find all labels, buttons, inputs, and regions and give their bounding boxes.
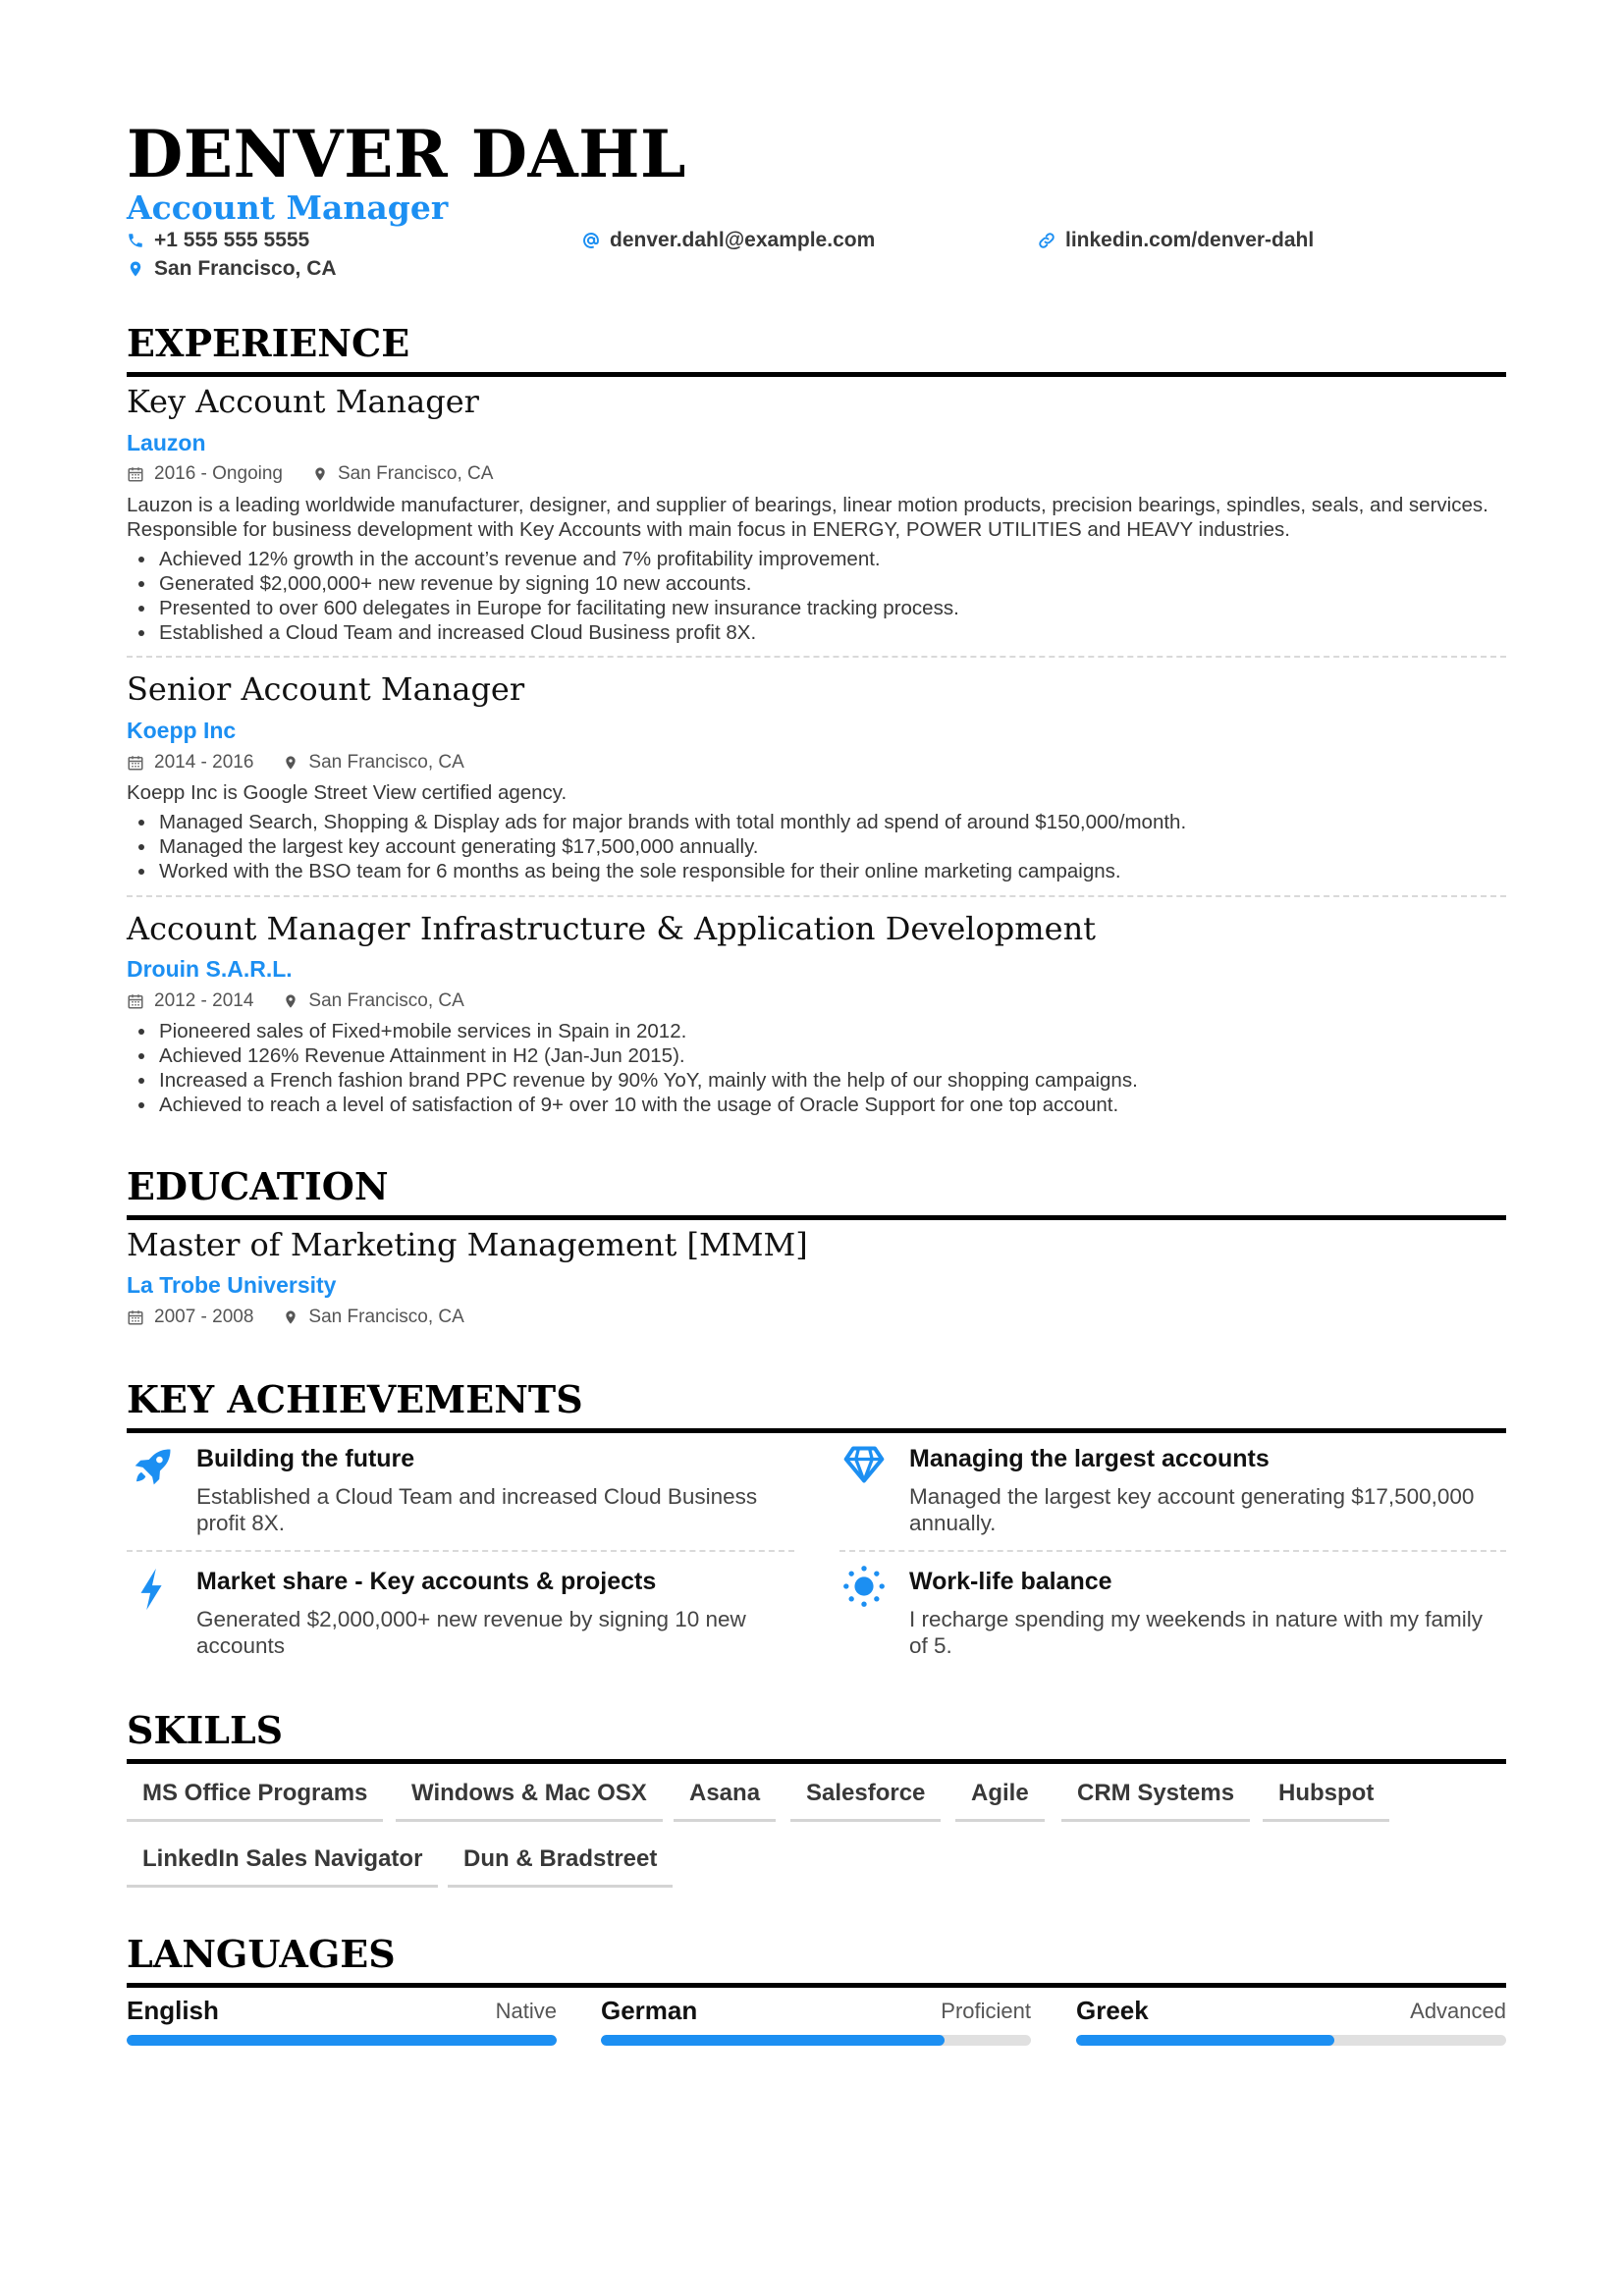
bullet-item: • Achieved to reach a level of satisfaction of 9+ over 10 with the usage of Oracle Support for one top account. — [157, 1093, 1512, 1117]
language-bar — [1076, 2035, 1506, 2046]
divider — [839, 1550, 1506, 1552]
skill-tag: Salesforce — [790, 1777, 941, 1822]
achievement-title: Work-life balance — [909, 1568, 1112, 1595]
diamond-icon — [841, 1443, 887, 1486]
company-name: Koepp Inc — [127, 718, 237, 743]
job-dates: 2014 - 2016 — [154, 752, 254, 773]
section-heading-languages: LANGUAGES — [127, 1930, 1506, 1988]
rocket-icon — [132, 1445, 175, 1488]
job-bullets — [127, 1019, 1512, 1117]
job-meta — [127, 750, 494, 775]
degree-title: Master of Marketing Management [MMM] — [127, 1226, 808, 1263]
bullet-item: • Achieved 126% Revenue Attainment in H2 (Jan-Jun 2015). — [157, 1043, 1512, 1068]
at-icon — [582, 232, 600, 249]
section-heading-education: EDUCATION — [127, 1162, 1506, 1220]
bullet-item: • Worked with the BSO team for 6 months as being the sole responsible for their online marketing campaigns. — [157, 859, 1512, 883]
language-bar-fill — [127, 2035, 557, 2046]
job-title: Key Account Manager — [127, 383, 479, 420]
candidate-role: Account Manager — [127, 188, 449, 227]
section-heading-skills: SKILLS — [127, 1706, 1506, 1764]
calendar-icon — [127, 754, 144, 772]
language-bar — [601, 2035, 1031, 2046]
job-dates: 2016 - Ongoing — [154, 463, 283, 484]
achievement-title: Market share - Key accounts & projects — [196, 1568, 657, 1595]
divider — [127, 656, 1506, 658]
job-meta — [127, 461, 522, 487]
section-heading-achievements: KEY ACHIEVEMENTS — [127, 1375, 1506, 1433]
calendar-icon — [127, 992, 144, 1010]
map-pin-icon — [127, 260, 144, 278]
skill-tag: Agile — [955, 1777, 1045, 1822]
lightning-icon — [135, 1567, 169, 1612]
calendar-icon — [127, 465, 144, 483]
achievement-desc: Established a Cloud Team and increased Cloud Business profit 8X. — [196, 1484, 758, 1535]
achievement-title: Building the future — [196, 1445, 415, 1472]
job-location: San Francisco, CA — [308, 990, 464, 1011]
divider — [127, 1550, 794, 1552]
job-location: San Francisco, CA — [308, 752, 464, 773]
bullet-item: • Presented to over 600 delegates in Europe for facilitating new insurance tracking process. — [157, 596, 1512, 620]
education-location: San Francisco, CA — [308, 1307, 464, 1327]
map-pin-icon — [283, 1308, 298, 1326]
email-text: denver.dahl@example.com — [610, 229, 876, 251]
achievement-desc: Generated $2,000,000+ new revenue by signing 10 new accounts — [196, 1607, 746, 1658]
language-bar-fill — [1076, 2035, 1334, 2046]
job-title: Account Manager Infrastructure & Application Development — [127, 910, 1097, 947]
achievement-desc: Managed the largest key account generating $17,500,000 annually. — [909, 1484, 1475, 1535]
job-dates: 2012 - 2014 — [154, 990, 254, 1011]
divider — [127, 895, 1506, 897]
bullet-item: • Increased a French fashion brand PPC revenue by 90% YoY, mainly with the help of our shopping campaigns. — [157, 1068, 1512, 1093]
job-description: Koepp Inc is Google Street View certified agency. — [127, 781, 568, 804]
skill-tag: Dun & Bradstreet — [448, 1842, 673, 1888]
education-meta — [127, 1305, 494, 1330]
language-name: German — [601, 1996, 698, 2025]
job-meta — [127, 988, 494, 1014]
linkedin-text: linkedin.com/denver-dahl — [1065, 229, 1315, 251]
section-heading-experience: EXPERIENCE — [127, 319, 1506, 377]
map-pin-icon — [312, 465, 328, 483]
company-name: Drouin S.A.R.L. — [127, 956, 293, 982]
school-name: La Trobe University — [127, 1272, 337, 1298]
company-name: Lauzon — [127, 430, 206, 455]
location-text: San Francisco, CA — [154, 257, 337, 280]
skill-tag: MS Office Programs — [127, 1777, 383, 1822]
language-level: Native — [495, 1999, 557, 2023]
job-location: San Francisco, CA — [338, 463, 494, 484]
skill-tag: Asana — [674, 1777, 776, 1822]
bullet-item: • Generated $2,000,000+ new revenue by signing 10 new accounts. — [157, 571, 1512, 596]
achievement-desc: I recharge spending my weekends in nature with my family of 5. — [909, 1607, 1484, 1658]
phone-icon — [127, 232, 144, 249]
bullet-item: • Pioneered sales of Fixed+mobile services in Spain in 2012. — [157, 1019, 1512, 1043]
calendar-icon — [127, 1308, 144, 1326]
education-dates: 2007 - 2008 — [154, 1307, 254, 1327]
job-title: Senior Account Manager — [127, 670, 525, 708]
achievement-title: Managing the largest accounts — [909, 1445, 1270, 1472]
job-description: Lauzon is a leading worldwide manufacturer, designer, and supplier of bearings, linear motion products, precision bearings, spindles, seals, and services. Responsible for business development with Key Accounts with main focus in ENERGY, POWER UTILITIES and HEAVY industries. — [127, 494, 1488, 541]
skill-tag: LinkedIn Sales Navigator — [127, 1842, 438, 1888]
bullet-item: • Managed the largest key account generating $17,500,000 annually. — [157, 834, 1512, 859]
candidate-name: DENVER DAHL — [127, 116, 686, 192]
map-pin-icon — [283, 754, 298, 772]
language-name: Greek — [1076, 1996, 1149, 2025]
skill-tag: Windows & Mac OSX — [396, 1777, 663, 1822]
job-bullets — [127, 810, 1512, 883]
contact-email[interactable] — [582, 226, 875, 255]
bullet-item: • Managed Search, Shopping & Display ads for major brands with total monthly ad spend of around $150,000/month. — [157, 810, 1512, 834]
language-name: English — [127, 1996, 219, 2025]
sun-icon — [841, 1564, 887, 1609]
bullet-item: • Established a Cloud Team and increased Cloud Business profit 8X. — [157, 620, 1512, 645]
job-bullets — [127, 547, 1512, 645]
phone-text: +1 555 555 5555 — [154, 229, 310, 251]
contact-phone[interactable] — [127, 226, 309, 255]
bullet-item: • Achieved 12% growth in the account’s revenue and 7% profitability improvement. — [157, 547, 1512, 571]
language-level: Proficient — [941, 1999, 1031, 2023]
language-bar-fill — [601, 2035, 945, 2046]
skill-tag: Hubspot — [1263, 1777, 1389, 1822]
contact-linkedin[interactable] — [1038, 226, 1314, 255]
contact-location — [127, 254, 337, 284]
language-level: Advanced — [1410, 1999, 1506, 2023]
skill-tag: CRM Systems — [1061, 1777, 1250, 1822]
link-icon — [1038, 232, 1055, 249]
language-bar — [127, 2035, 557, 2046]
map-pin-icon — [283, 992, 298, 1010]
